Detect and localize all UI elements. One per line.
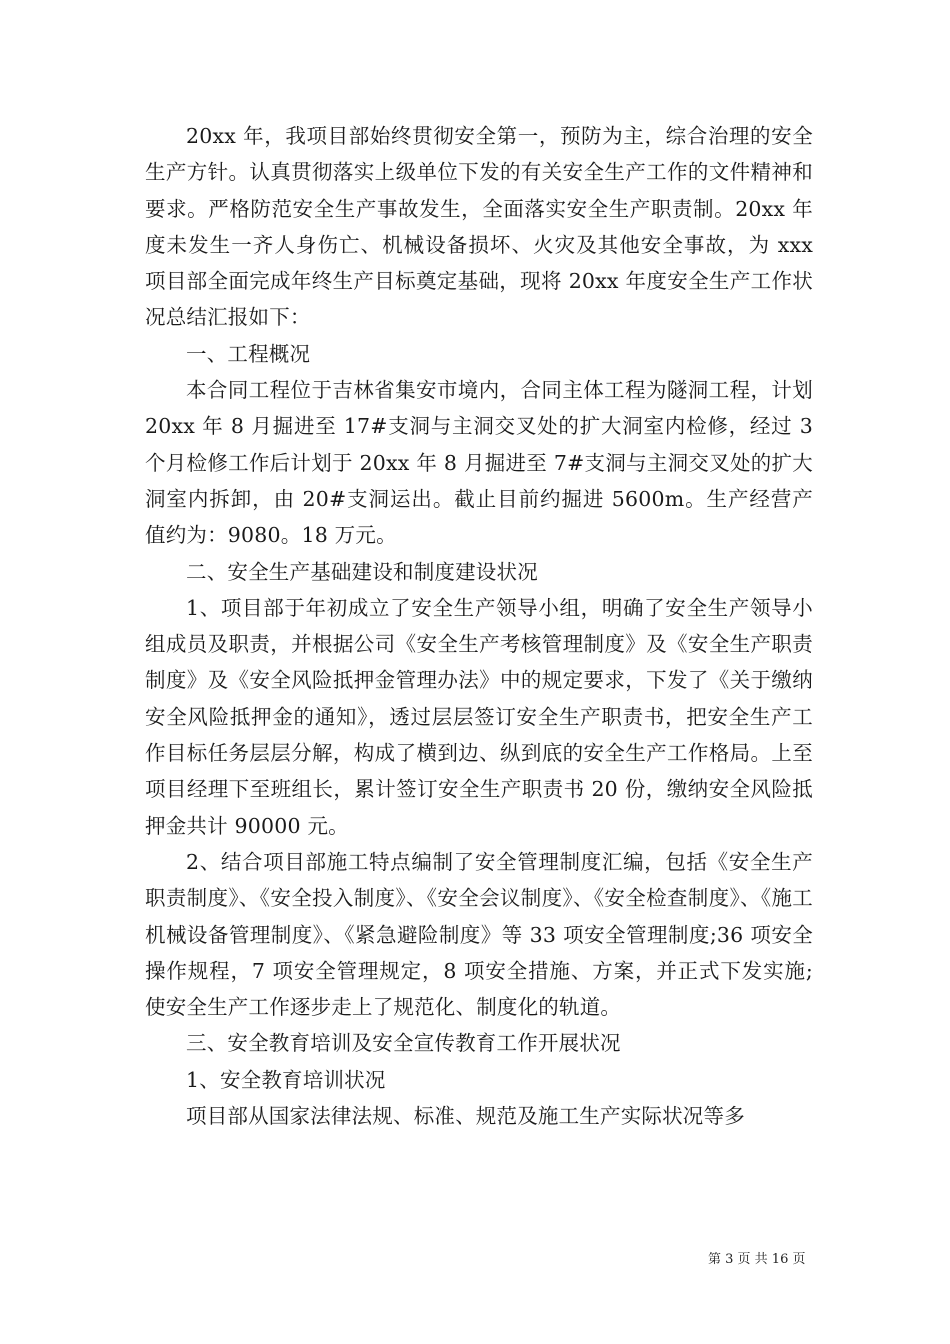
paragraph-project-overview: 本合同工程位于吉林省集安市境内，合同主体工程为隧洞工程，计划 20xx 年 8 月掘进至 17#支洞与主洞交叉处的扩大洞室内检修，经过 3 个月检修工作后计划于 20xx 年 8 月掘进至 7#支洞与主洞交叉处的扩大洞室内拆卸，由 20#支洞运出。截止目前约掘进 5600m。生产经营产值约为：9080。18 万元。 <box>145 378 813 548</box>
page-number-footer: 第 3 页 共 16 页 <box>708 1252 806 1267</box>
paragraph-training: 项目部从国家法律法规、标准、规范及施工生产实际状况等多 <box>186 1104 745 1129</box>
section-heading-1: 一、工程概况 <box>186 341 311 366</box>
section-heading-2: 二、安全生产基础建设和制度建设状况 <box>186 559 538 584</box>
paragraph-item-1: 1、项目部于年初成立了安全生产领导小组，明确了安全生产领导小组成员及职责，并根据公司《安全生产考核管理制度》及《安全生产职责制度》及《安全风险抵押金管理办法》中的规定要求，下发了《关于缴纳安全风险抵押金的通知》，透过层层签订安全生产职责书，把安全生产工作目标任务层层分解，构成了横到边、纵到底的安全生产工作格局。上至项目经理下至班组长，累计签订安全生产职责书 20 份，缴纳安全风险抵押金共计 90000 元。 <box>145 595 813 838</box>
document-body <box>145 118 813 1134</box>
paragraph-item-2: 2、结合项目部施工特点编制了安全管理制度汇编，包括《安全生产职责制度》、《安全投入制度》、《安全会议制度》、《安全检查制度》、《施工机械设备管理制度》、《紧急避险制度》等 33 项安全管理制度;36 项安全操作规程，7 项安全管理规定，8 项安全措施、方案，并正式下发实施;使安全生产工作逐步走上了规范化、制度化的轨道。 <box>145 849 813 1020</box>
subsection-heading-1: 1、安全教育培训状况 <box>186 1067 386 1092</box>
section-heading-3: 三、安全教育培训及安全宣传教育工作开展状况 <box>186 1031 621 1056</box>
paragraph-intro: 20xx 年，我项目部始终贯彻安全第一，预防为主，综合治理的安全生产方针。认真贯彻落实上级单位下发的有关安全生产工作的文件精神和要求。严格防范安全生产事故发生，全面落实安全生产职责制。20xx 年度未发生一齐人身伤亡、机械设备损坏、火灾及其他安全事故，为 xxx 项目部全面完成年终生产目标奠定基础，现将 20xx 年度安全生产工作状况总结汇报如下： <box>145 124 813 330</box>
